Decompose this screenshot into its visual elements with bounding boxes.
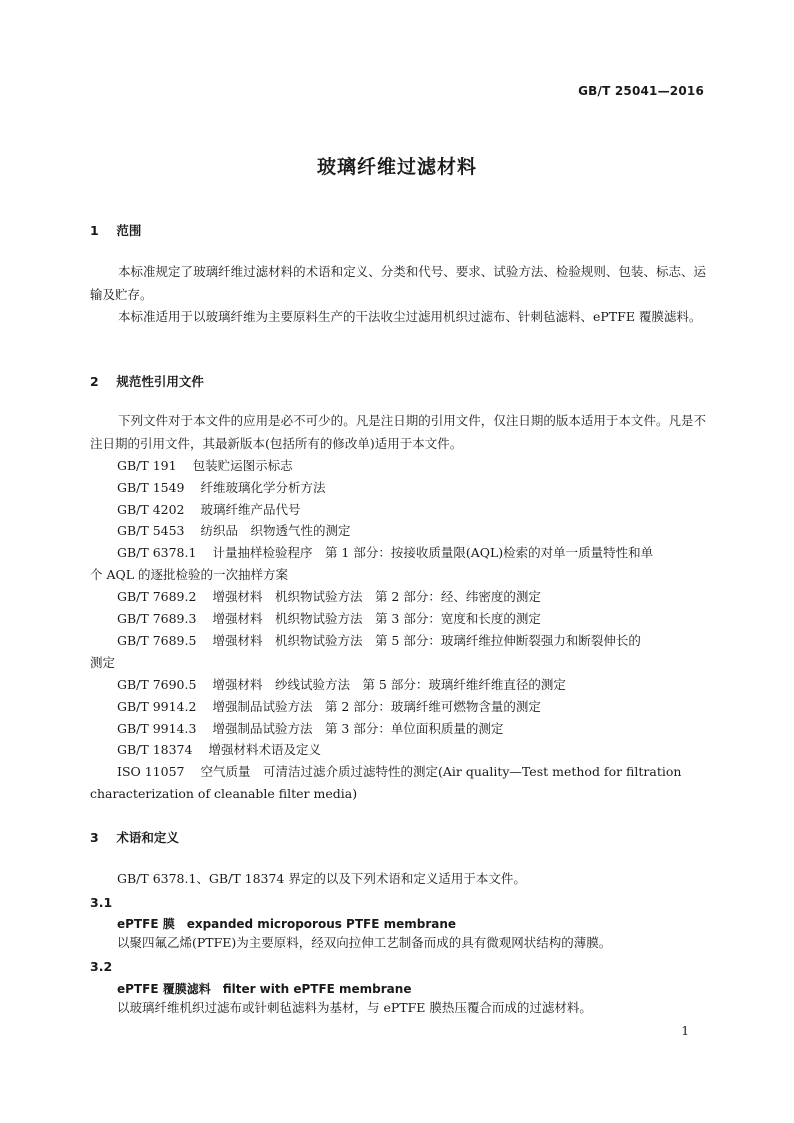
reference-code: GB/T 191 bbox=[117, 458, 177, 473]
reference-item bbox=[117, 718, 503, 741]
reference-code: GB/T 6378.1 bbox=[117, 545, 197, 560]
term-number: 3.2 bbox=[90, 959, 113, 974]
reference-item bbox=[117, 520, 351, 543]
reference-title: 纺织品 织物透气性的测定 bbox=[200, 523, 351, 538]
term-heading bbox=[117, 915, 456, 932]
reference-continuation: characterization of cleanable filter media) bbox=[90, 786, 358, 801]
reference-title: 计量抽样检验程序 第 1 部分：按接收质量限(AQL)检索的对单一质量特性和单 bbox=[212, 545, 654, 560]
reference-item bbox=[117, 608, 541, 631]
section-number: 3 bbox=[90, 830, 99, 845]
page-number: 1 bbox=[681, 1024, 689, 1038]
reference-continuation: 测定 bbox=[90, 655, 116, 670]
scope-paragraph-2: 本标准适用于以玻璃纤维为主要原料生产的干法收尘过滤用机织过滤布、针刺毡滤料、ePTFE 覆膜滤料。 bbox=[118, 309, 702, 324]
reference-code: GB/T 5453 bbox=[117, 523, 185, 538]
section-title: 范围 bbox=[116, 223, 142, 238]
reference-title: 空气质量 可清洁过滤介质过滤特性的测定(Air quality—Test method for filtration bbox=[200, 764, 682, 779]
reference-code: GB/T 7690.5 bbox=[117, 677, 197, 692]
reference-code: GB/T 7689.2 bbox=[117, 589, 197, 604]
reference-title: 增强材料术语及定义 bbox=[208, 742, 321, 757]
reference-code: GB/T 9914.3 bbox=[117, 721, 197, 736]
reference-item bbox=[117, 477, 326, 500]
reference-title: 增强材料 机织物试验方法 第 2 部分：经、纬密度的测定 bbox=[212, 589, 541, 604]
section-number: 1 bbox=[90, 223, 99, 238]
reference-item bbox=[117, 630, 641, 653]
reference-continuation: 个 AQL 的逐批检验的一次抽样方案 bbox=[90, 567, 289, 582]
term-number: 3.1 bbox=[90, 895, 113, 910]
terms-intro: GB/T 6378.1、GB/T 18374 界定的以及下列术语和定义适用于本文件。 bbox=[117, 871, 526, 886]
scope-paragraph-1: 本标准规定了玻璃纤维过滤材料的术语和定义、分类和代号、要求、试验方法、检验规则、包装、标志、运输及贮存。 bbox=[90, 264, 706, 302]
section-2-heading bbox=[90, 372, 204, 390]
reference-title: 玻璃纤维产品代号 bbox=[200, 502, 301, 517]
reference-title: 增强制品试验方法 第 3 部分：单位面积质量的测定 bbox=[212, 721, 504, 736]
reference-code: GB/T 9914.2 bbox=[117, 699, 197, 714]
section-title: 术语和定义 bbox=[116, 830, 179, 845]
reference-item bbox=[117, 499, 301, 522]
reference-title: 纤维玻璃化学分析方法 bbox=[200, 480, 326, 495]
reference-item bbox=[117, 455, 293, 478]
term-definition: 以聚四氟乙烯(PTFE)为主要原料，经双向拉伸工艺制备而成的具有微观网状结构的薄膜。 bbox=[117, 935, 612, 950]
reference-title: 增强材料 机织物试验方法 第 3 部分：宽度和长度的测定 bbox=[212, 611, 541, 626]
standard-code: GB/T 25041—2016 bbox=[578, 84, 704, 98]
reference-title: 增强制品试验方法 第 2 部分：玻璃纤维可燃物含量的测定 bbox=[212, 699, 541, 714]
section-title: 规范性引用文件 bbox=[116, 374, 204, 389]
reference-code: ISO 11057 bbox=[117, 764, 185, 779]
reference-item bbox=[117, 696, 541, 719]
references-intro: 下列文件对于本文件的应用是必不可少的。凡是注日期的引用文件，仅注日期的版本适用于本文件。凡是不注日期的引用文件，其最新版本(包括所有的修改单)适用于本文件。 bbox=[90, 413, 706, 451]
reference-title: 增强材料 机织物试验方法 第 5 部分：玻璃纤维拉伸断裂强力和断裂伸长的 bbox=[212, 633, 641, 648]
reference-item bbox=[117, 739, 321, 762]
reference-item bbox=[117, 761, 681, 784]
reference-item bbox=[117, 586, 541, 609]
reference-code: GB/T 7689.5 bbox=[117, 633, 197, 648]
section-number: 2 bbox=[90, 374, 99, 389]
term-english: filter with ePTFE membrane bbox=[222, 982, 412, 996]
term-heading bbox=[117, 980, 411, 997]
term-chinese: ePTFE 膜 bbox=[117, 917, 175, 931]
section-3-heading bbox=[90, 828, 179, 846]
reference-title: 增强材料 纱线试验方法 第 5 部分：玻璃纤维纤维直径的测定 bbox=[212, 677, 566, 692]
document-title: 玻璃纤维过滤材料 bbox=[316, 156, 477, 178]
section-1-heading bbox=[90, 221, 141, 239]
term-definition: 以玻璃纤维机织过滤布或针刺毡滤料为基材，与 ePTFE 膜热压覆合而成的过滤材料。 bbox=[117, 1000, 592, 1015]
reference-item bbox=[117, 674, 566, 697]
reference-item bbox=[117, 542, 653, 565]
term-chinese: ePTFE 覆膜滤料 bbox=[117, 982, 211, 996]
reference-code: GB/T 1549 bbox=[117, 480, 185, 495]
reference-code: GB/T 4202 bbox=[117, 502, 185, 517]
term-english: expanded microporous PTFE membrane bbox=[186, 917, 457, 931]
reference-code: GB/T 7689.3 bbox=[117, 611, 197, 626]
reference-title: 包装贮运图示标志 bbox=[192, 458, 293, 473]
reference-code: GB/T 18374 bbox=[117, 742, 193, 757]
